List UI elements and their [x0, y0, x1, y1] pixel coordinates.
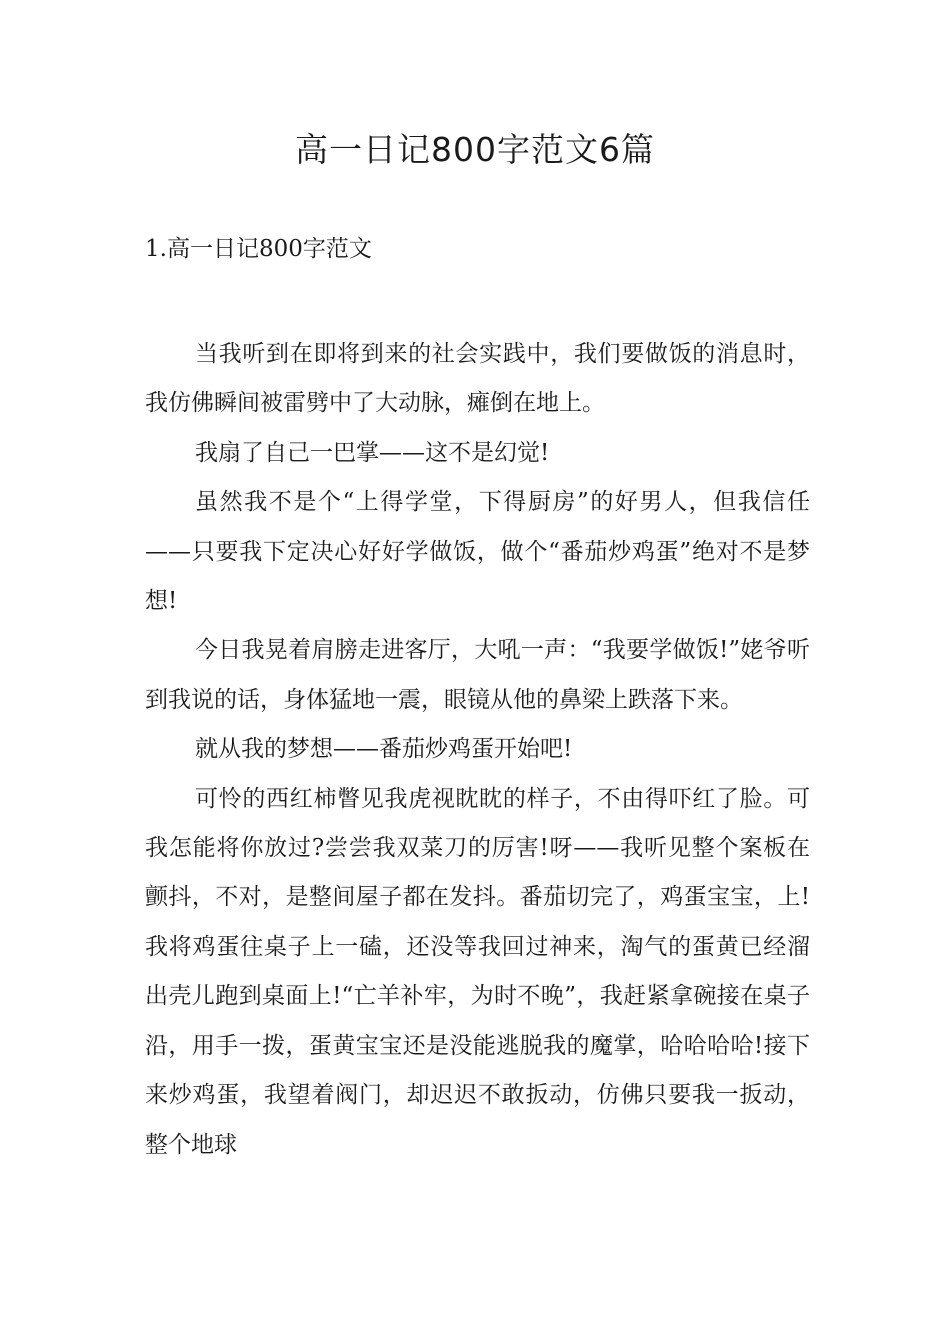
paragraph-3: 虽然我不是个“上得学堂，下得厨房”的好男人，但我信任——只要我下定决心好好学做饭，做个“番茄炒鸡蛋”绝对不是梦想! [145, 489, 810, 615]
paragraph-1: 当我听到在即将到来的社会实践中，我们要做饭的消息时，我仿佛瞬间被雷劈中了大动脉，瘫倒在地上。 [145, 341, 810, 417]
document-title: 高一日记800字范文6篇 [295, 130, 655, 169]
body-text [145, 330, 810, 1170]
paragraph-5: 就从我的梦想——番茄炒鸡蛋开始吧! [195, 736, 573, 763]
paragraph-2: 我扇了自己一巴掌——这不是幻觉! [195, 439, 550, 466]
paragraph-6: 可怜的西红柿瞥见我虎视眈眈的样子，不由得吓红了脸。可我怎能将你放过?尝尝我双菜刀的厉害!呀——我听见整个案板在颤抖，不对，是整间屋子都在发抖。番茄切完了，鸡蛋宝宝，上!我将鸡蛋往桌子上一磕，还没等我回过神来，淘气的蛋黄已经溜出壳儿跑到桌面上!“亡羊补牢，为时不晚”，我赶紧拿碗接在桌子沿，用手一拨，蛋黄宝宝还是没能逃脱我的魔掌，哈哈哈哈!接下来炒鸡蛋，我望着阀门，却迟迟不敢扳动，仿佛只要我一扳动，整个地球 [145, 785, 810, 1158]
section-heading: 1.高一日记800字范文 [145, 236, 372, 262]
paragraph-4: 今日我晃着肩膀走进客厅，大吼一声：“我要学做饭!”姥爷听到我说的话，身体猛地一震，眼镜从他的鼻梁上跌落下来。 [145, 637, 810, 713]
